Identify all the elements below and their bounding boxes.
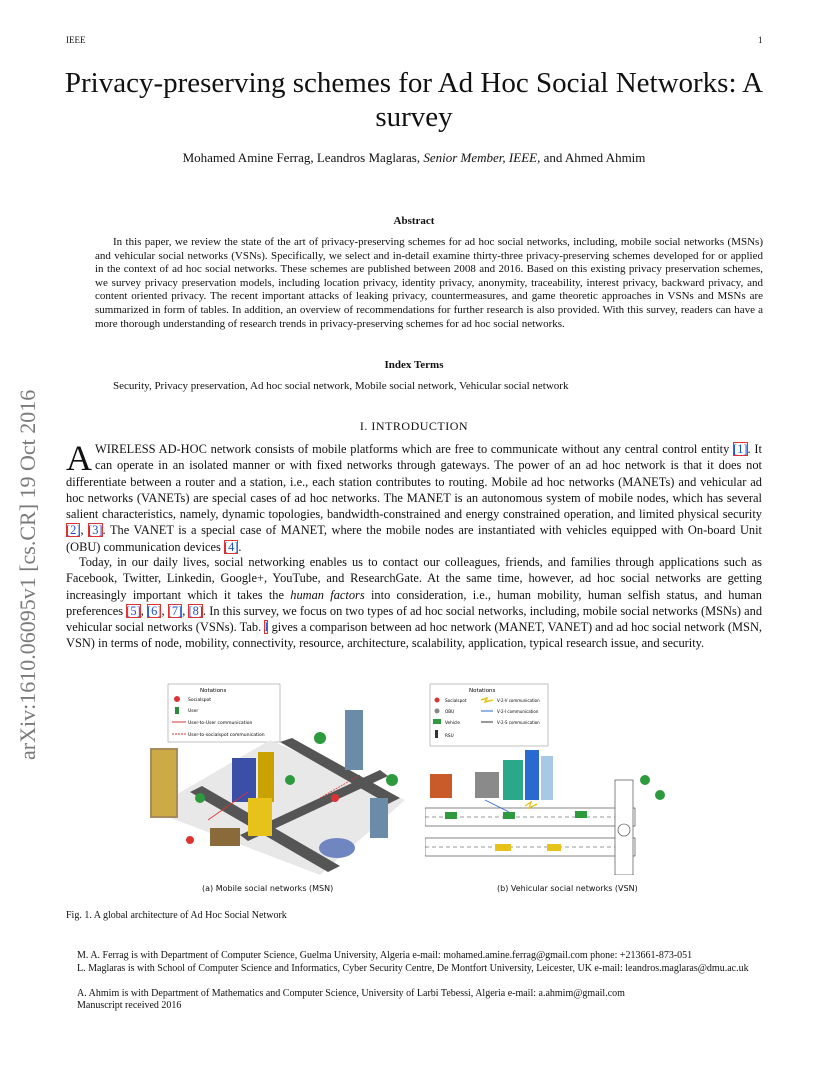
rsu-icon	[435, 730, 438, 738]
vsn-legend-item: Socialspot	[445, 698, 467, 703]
v2v-line	[525, 802, 537, 808]
fountain-icon	[319, 838, 355, 858]
author-role: Senior Member, IEEE,	[423, 150, 541, 165]
page-number: 1	[758, 35, 763, 45]
bus-icon	[495, 844, 511, 851]
emphasis: human factors	[290, 587, 365, 602]
socialspot-icon	[174, 696, 180, 702]
text: ,	[161, 603, 168, 618]
text: WIRELESS AD-HOC network consists of mobile platforms which are free to communicate without any central control entity	[95, 442, 734, 456]
socialspot-icon	[435, 698, 440, 703]
citation-link[interactable]: [3]	[88, 523, 103, 538]
building-icon	[525, 750, 539, 800]
bus-icon	[547, 844, 561, 851]
vsn-legend-item: RSU	[445, 733, 454, 738]
footnote: A. Ahmim is with Department of Mathematics and Computer Science, University of Larbi Tebessi, Algeria e-mail: a.ahmim@gmail.com	[77, 988, 625, 999]
abstract-body: In this paper, we review the state of the art of privacy-preserving schemes for ad hoc social networks, including, mobile social networks (MSNs) and vehicular social networks (VSNs). Specifically, we select and in-detail examine thirty-three privacy-preserving schemes developed for or applied in the context of ad hoc social networks. These schemes are published between 2008 and 2016. Based on this existing privacy preservation schemes, we survey privacy preservation models, including location privacy, identity privacy, anonymity, traceability, interest privacy, backward privacy, and content oriented privacy. The recent important attacks of leaking privacy, countermeasures, and game theoretic approaches in VSNs and MSNs are summarized in form of tables. In addition, an overview of recommendations for further research is also provided. With this survey, readers can have a more thorough understanding of research trends in privacy-preserving schemes for ad hoc social networks.	[95, 236, 763, 330]
vsn-legend-item: V-2-V communication	[497, 698, 540, 703]
station-icon	[475, 772, 499, 798]
index-terms-body: Security, Privacy preservation, Ad hoc social network, Mobile social network, Vehicular social network	[113, 380, 569, 392]
msn-caption: (a) Mobile social networks (MSN)	[202, 884, 334, 893]
text: ,	[182, 603, 189, 618]
intro-paragraph-2	[66, 554, 762, 652]
msn-illustration	[130, 680, 420, 880]
tree-icon	[386, 774, 398, 786]
section-heading: I. INTRODUCTION	[359, 419, 469, 433]
tower-icon	[345, 710, 363, 770]
arxiv-id: arXiv:1610.06095v1 [cs.CR] 19 Oct 2016	[15, 389, 40, 760]
citation-link[interactable]: [6]	[147, 603, 162, 618]
figure-caption: Fig. 1. A global architecture of Ad Hoc Social Network	[66, 910, 287, 921]
footnote: Manuscript received 2016	[77, 1000, 182, 1011]
tower-icon	[370, 798, 388, 838]
citation-link[interactable]: [4]	[223, 539, 239, 554]
tree-icon	[640, 775, 650, 785]
vehicle-icon	[575, 811, 587, 818]
text: . The VANET is a special case of MANET, where the mobile nodes are instantiated with vehicles equipped with On-board Unit (OBU) communication devices	[66, 523, 762, 554]
citation-link[interactable]: [1]	[733, 442, 748, 456]
citation-link[interactable]: [8]	[188, 603, 203, 618]
paper-title: Privacy-preserving schemes for Ad Hoc Social Networks: A survey	[64, 67, 764, 133]
text: ,	[140, 603, 147, 618]
author-names: Mohamed Amine Ferrag, Leandros Maglaras,	[182, 150, 421, 165]
vsn-legend-item: Vehicle	[445, 720, 460, 725]
vsn-legend-item: OBU	[445, 709, 455, 714]
vehicle-icon	[433, 719, 441, 724]
vehicle-icon	[445, 812, 457, 819]
msn-legend-title: Notations	[200, 688, 227, 694]
building-icon	[258, 752, 274, 802]
intro-paragraph-1	[66, 438, 762, 555]
drop-cap: A	[66, 438, 92, 478]
city-ground	[150, 740, 405, 875]
footnote: L. Maglaras is with School of Computer Science and Informatics, Cyber Security Centre, De Montfort University, Leicester, UK e-mail: leandros.maglaras@dmu.ac.uk	[77, 963, 749, 974]
house-icon	[210, 828, 240, 846]
tree-icon	[195, 793, 205, 803]
building-windows	[152, 750, 176, 816]
msn-legend-item: User-to-User communication	[188, 721, 253, 726]
text: . It can operate in an isolated manner or with fixed networks through gateways. The power of an ad hoc network is that it does not differentiate between a router and a station, i.e., each station contributes to routing. Mobile ad hoc networks (MANETs) and vehicular ad hoc networks (VANETs) are special cases of ad hoc networks. The MANET is an autonomous system of mobile nodes, which has several salient characteristics, namely, dynamic topologies, bandwidth-constrained and energy constrained operation, and limited physical security	[66, 442, 762, 522]
text: ,	[80, 523, 89, 538]
building-icon	[541, 756, 553, 800]
footnote: M. A. Ferrag is with Department of Computer Science, Guelma University, Algeria e-mail: mohamed.amine.ferrag@gmail.com phone: +213661-873-051	[77, 950, 693, 961]
msn-legend-item: User	[188, 709, 199, 714]
socialspot-icon	[186, 836, 194, 844]
building-icon	[503, 760, 523, 800]
journal-header: IEEE	[66, 35, 86, 45]
socialspot-icon	[331, 794, 339, 802]
tree-icon	[285, 775, 295, 785]
building-icon	[248, 798, 272, 836]
building-icon	[430, 774, 452, 798]
vsn-caption: (b) Vehicular social networks (VSN)	[497, 884, 638, 893]
author-list	[60, 150, 768, 166]
vsn-illustration	[425, 680, 695, 875]
text: gives a comparison between ad hoc network (MANET, VANET) and ad hoc social network (MSN, VSN) in terms of node, mobility, connectivity, resource, architecture, scalability, application, typical research issue, and security.	[66, 620, 762, 651]
vehicle-icon	[503, 812, 515, 819]
abstract-heading: Abstract	[393, 215, 435, 227]
tree-icon	[655, 790, 665, 800]
vsn-legend-item: V-2-I communication	[497, 709, 539, 714]
msn-legend-item: Socialspot	[188, 698, 212, 703]
tree-icon	[314, 732, 326, 744]
msn-legend-item: User-to-socialspot communication	[188, 733, 265, 738]
table-link[interactable]: I	[264, 620, 269, 635]
user-icon	[175, 707, 179, 714]
text: . In this survey, we focus on two types of ad hoc social networks, including, mobile social networks (MSNs) and vehicular social networks (VSNs). Tab.	[66, 603, 763, 635]
citation-link[interactable]: [5]	[126, 603, 141, 618]
index-terms-heading: Index Terms	[384, 359, 444, 371]
building-icon	[232, 758, 256, 802]
text: into consideration, i.e., human mobility, human selfish status, and human preferences	[66, 587, 762, 618]
roundabout	[618, 824, 630, 836]
text: Today, in our daily lives, social networking enables us to contact our colleagues, friends, and families through applications such as Facebook, Twitter, Linkedin, Google+, YouTube, and ResearchGate. At the same time, however, ad hoc social networks are getting increasingly important which it takes the	[66, 555, 762, 602]
author-last: and Ahmed Ahmim	[543, 150, 646, 165]
vsn-legend-item: V-2-S communication	[497, 720, 540, 725]
citation-link[interactable]: [2]	[66, 523, 81, 538]
vsn-legend-title: Notations	[469, 688, 496, 694]
text: .	[238, 539, 242, 554]
citation-link[interactable]: [7]	[167, 603, 183, 618]
obu-icon	[435, 709, 440, 714]
